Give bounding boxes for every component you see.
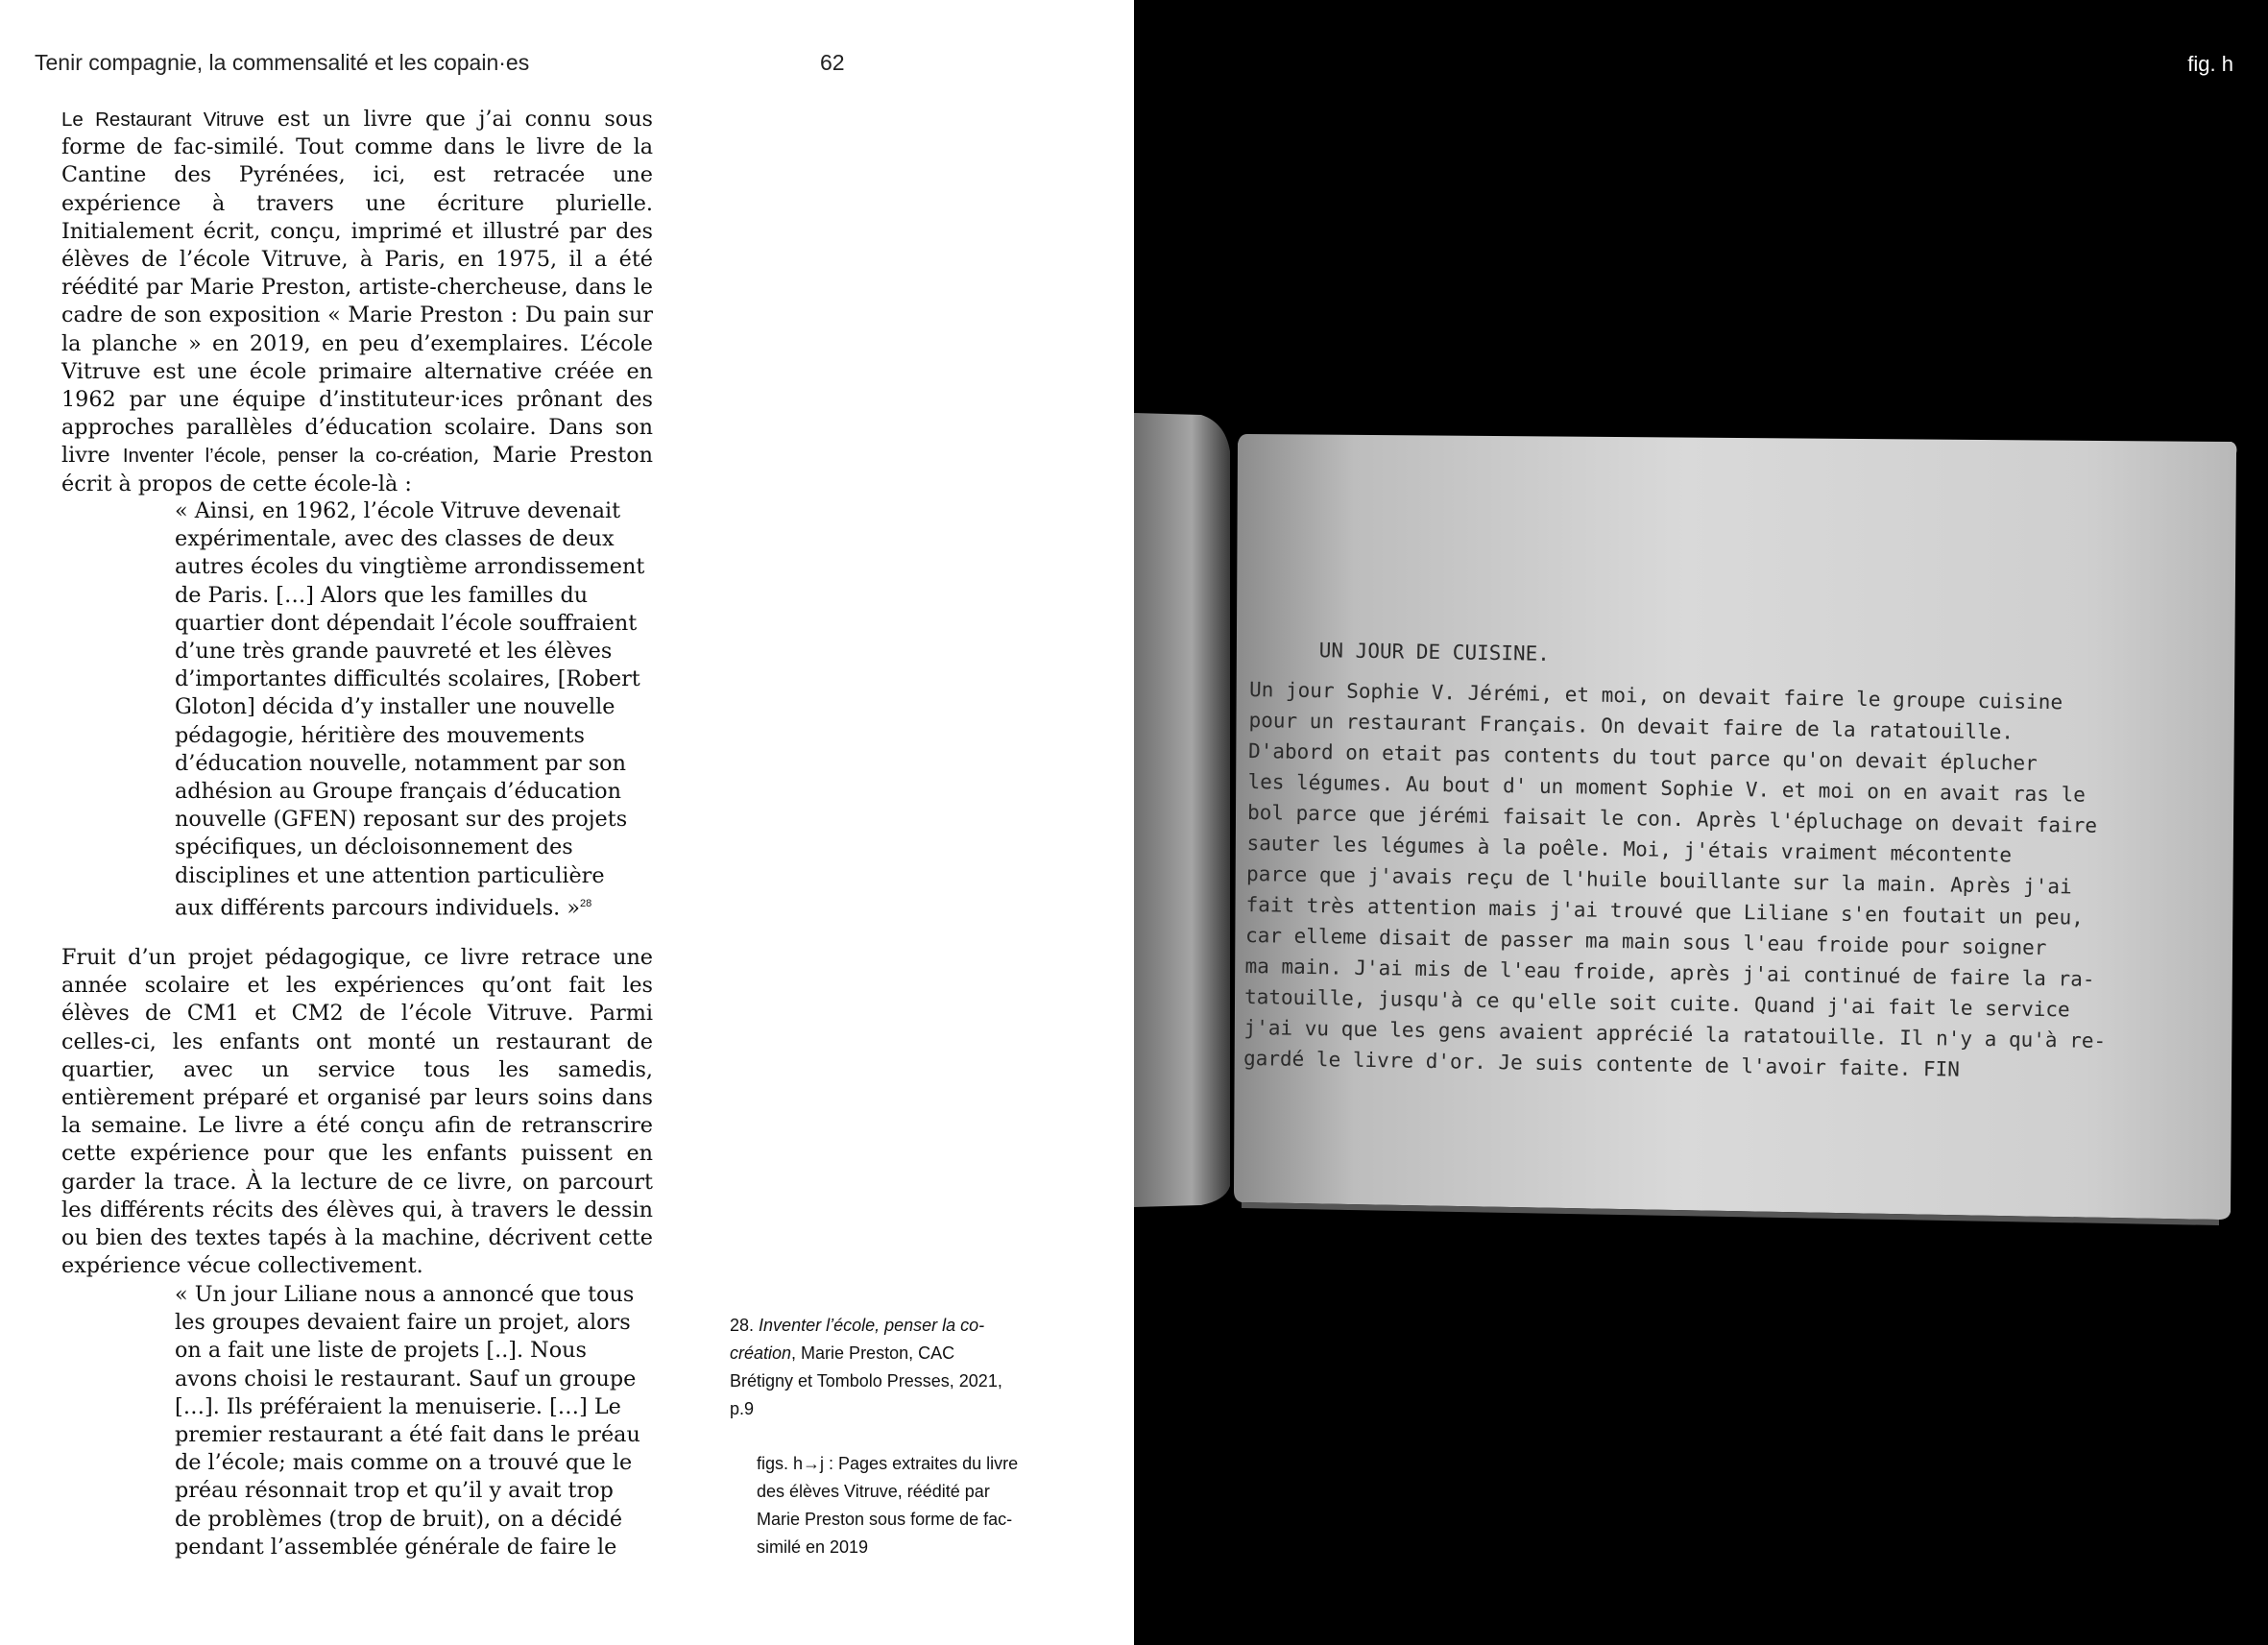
typed-line: Un jour Sophie V. Jérémi, et moi, on devait faire le groupe cuisine [1248, 677, 2063, 714]
typed-line: fait très attention mais j'ai trouvé que Liliane s'en foutait un peu, [1245, 892, 2085, 930]
typed-line: tatouille, jusqu'à ce qu'elle soit cuite. Quand j'ai fait le service [1243, 984, 2070, 1022]
typed-line: les légumes. Au bout d' un moment Sophie V. et moi on en avait ras le [1247, 769, 2087, 807]
typed-line: sauter les légumes à la poêle. Moi, j'étais vraiment mécontente [1246, 831, 2013, 867]
book-title-inventer-lecole: Inventer l’école, penser la co-création [122, 445, 473, 468]
book-title-restaurant-vitruve: Le Restaurant Vitruve [61, 109, 265, 131]
block-quote-students: « Un jour Liliane nous a annoncé que tous les groupes devaient faire un projet, alors on a fait une liste de projets [..]. Nous avons choisi le restaurant. Sauf un groupe […]. Ils préféraient la menuiserie. […] Le premier restaurant a été fait dans le préau de l’école; mais comme on a trouvé que le préau résonnait trop et qu’il y avait trop de problèmes (trop de bruit), on a décidé pendant l’assemblée générale de faire le [175, 1282, 640, 1560]
footnote-reference: 28 [580, 897, 592, 909]
block-quote-preston [175, 497, 645, 922]
paragraph-project: Fruit d’un projet pédagogique, ce livre retrace une année scolaire et les expériences qu’ont fait les élèves de CM1 et CM2 de l’école Vitruve. Parmi celles-ci, les enfants ont monté un restaurant de quartier, avec un service tous les samedis, entièrement préparé et organisé par leurs soins dans la semaine. Le livre a été conçu afin de retranscrire cette expérience pour que les enfants puissent en garder la trace. À la lecture de ce livre, on parcourt les différents récits des élèves qui, à travers le dessin ou bien des textes tapés à la machine, décrivent cette expérience vécue collectivement. [61, 945, 653, 1279]
paragraph-intro-text-a: est un livre que j’ai connu sous forme de fac-similé. Tout comme dans le livre de la Cantine des Pyrénées, ici, est retracée une expérience à travers une écriture plurielle. Initialement écrit, conçu, imprimé et illustré par des élèves de l’école Vitruve, à Paris, en 1975, il a été réédité par Marie Preston, artiste-chercheuse, dans le cadre de son exposition « Marie Preston : Du pain sur la planche » en 2019, en peu d’exemplaires. L’école Vitruve est une école primaire alternative créée en 1962 par une équipe d’instituteur·ices prônant des approches parallèles d’éducation scolaire. Dans son livre [61, 107, 654, 469]
typed-line: bol parce que jérémi faisait le con. Après l'épluchage on devait faire [1246, 800, 2098, 837]
typed-line: pour un restaurant Français. On devait faire de la ratatouille. [1248, 708, 2015, 744]
footnote-number: 28. [730, 1316, 755, 1335]
typed-line: parce que j'avais reçu de l'huile bouillante sur la main. Après j'ai [1245, 861, 2072, 899]
typed-text [1243, 634, 2191, 1088]
page-number: 62 [820, 50, 845, 75]
footnote-details: , Marie Preston, CAC Brétigny et Tombolo Presses, 2021, p.9 [730, 1343, 1002, 1418]
typed-line: ma main. J'ai mis de l'eau froide, après j'ai continué de faire la ra- [1244, 954, 2095, 991]
typed-line: j'ai vu que les gens avaient apprécié la ratatouille. Il n'y a qu'à re- [1243, 1015, 2107, 1053]
typed-line: car elleme disait de passer ma main sous l'eau froide pour soigner [1244, 923, 2047, 960]
paragraph-intro-text-b: , Marie Preston écrit à propos de cette école-là : [61, 443, 653, 496]
figure-caption: figs. h→j : Pages extraites du livre des élèves Vitruve, réédité par Marie Preston sous forme de fac-similé en 2019 [757, 1454, 1019, 1557]
block-quote-preston-text: « Ainsi, en 1962, l’école Vitruve devenait expérimentale, avec des classes de deux autres écoles du vingtième arrondissement de Paris. […] Alors que les familles du quartier dont dépendait l’école souffraient d’une très grande pauvreté et les élèves d’importantes difficultés scolaires, [Robert Gloton] décida d’y installer une nouvelle pédagogie, héritière des mouvements d’éducation nouvelle, notamment par son adhésion au Groupe français d’éducation nouvelle (GFEN) reposant sur des projets spécifiques, un décloisonnement des disciplines et une attention particulière aux différents parcours individuels. » [175, 498, 645, 921]
figure-label: fig. h [2187, 52, 2233, 76]
footnote [730, 1312, 1018, 1423]
typed-line: D'abord on etait pas contents du tout parce qu'on devait éplucher [1247, 738, 2038, 775]
typed-line: gardé le livre d'or. Je suis contente de l'avoir faite. FIN [1243, 1046, 1961, 1081]
right-page [1134, 0, 2268, 1645]
book-spine-shape [1134, 413, 1230, 1207]
running-title: Tenir compagnie, la commensalité et les copain·es [35, 50, 530, 75]
typed-title: UN JOUR DE CUISINE. [1318, 639, 1551, 665]
paragraph-intro [61, 106, 653, 498]
footnote-book-title: Inventer l’école, penser la co-création [730, 1316, 985, 1363]
